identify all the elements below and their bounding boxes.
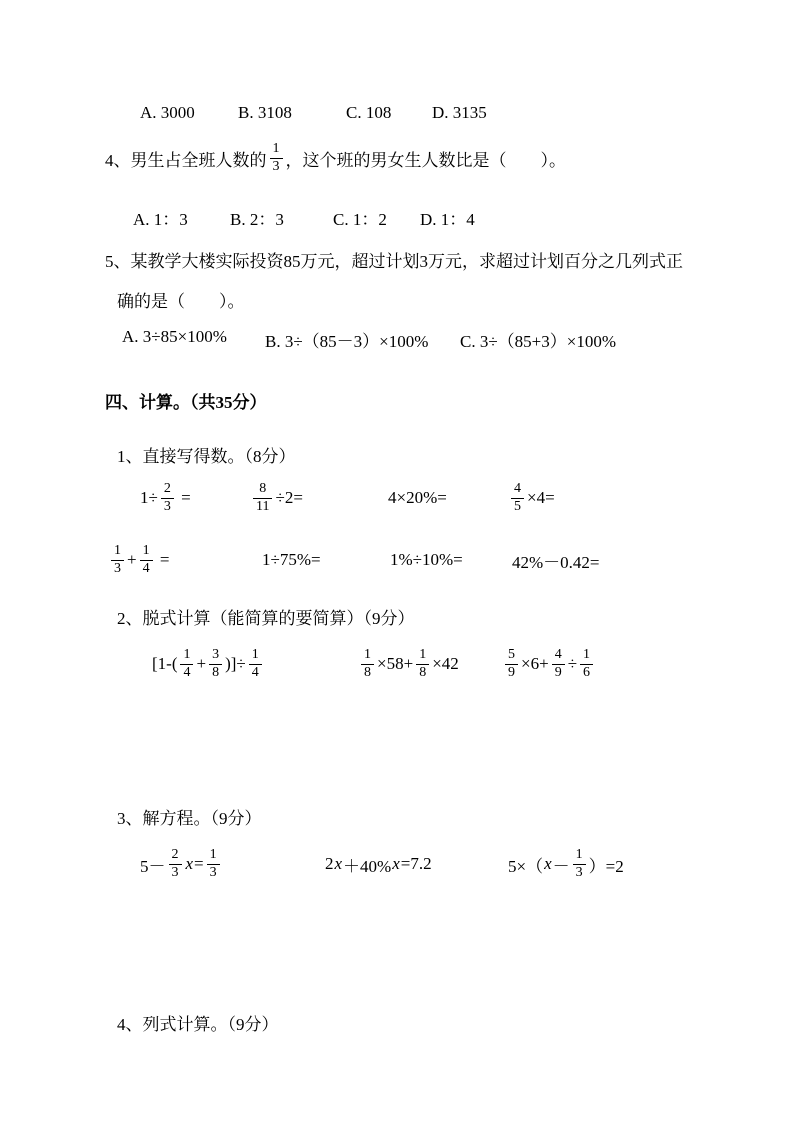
calc-item — [262, 538, 321, 582]
fraction-denominator: 9 — [505, 664, 518, 681]
fraction-2-3 — [169, 847, 182, 880]
q3-option-b: B. 3108 — [238, 103, 292, 122]
fraction-1-3 — [207, 847, 220, 880]
fraction-denominator: 8 — [361, 664, 374, 681]
fraction-denominator: 3 — [169, 864, 182, 881]
fraction-numerator: 1 — [575, 847, 583, 863]
q4-text-pre: 4、男生占全班人数的 — [105, 150, 267, 170]
calc-text: 1÷75%= — [262, 550, 321, 569]
calc-text: =7.2 — [400, 854, 432, 873]
fraction-numerator: 3 — [212, 647, 220, 663]
fraction-numerator: 1 — [142, 543, 150, 559]
variable-x: x — [185, 854, 194, 873]
fraction-1-6 — [580, 647, 593, 680]
calc-text: 1%÷10%= — [390, 550, 463, 569]
fraction-numerator: 1 — [183, 647, 191, 663]
calc-item — [390, 538, 463, 582]
q4-option-b: B. 2：3 — [230, 210, 284, 229]
calc-text: 4×20%= — [388, 488, 447, 507]
section-4-title: 四、计算。（共35分） — [105, 393, 267, 412]
expression-2 — [358, 642, 459, 686]
fraction-3-8 — [209, 647, 222, 680]
fraction-numerator: 4 — [554, 647, 562, 663]
calc-text: － — [552, 856, 570, 876]
expression-3 — [502, 642, 596, 686]
calc-text: ×58+ — [377, 654, 414, 673]
calc-text: 42%－0.42= — [512, 552, 600, 572]
fraction-1-4 — [180, 647, 193, 680]
fraction-denominator: 3 — [161, 498, 174, 515]
fraction-denominator: 4 — [180, 664, 193, 681]
fraction-numerator: 4 — [514, 481, 521, 497]
fraction-numerator: 5 — [508, 647, 515, 663]
q5-option-c: C. 3÷（85+3）×100% — [460, 332, 617, 351]
q4-option-c: C. 1：2 — [333, 210, 387, 229]
q4-text-post: ，这个班的男女生人数比是（ ）。 — [285, 150, 566, 170]
q3-option-a: A. 3000 — [140, 103, 195, 122]
calc-text: = — [176, 488, 191, 507]
variable-x: x — [544, 854, 552, 873]
calc-text: 5×（ — [508, 856, 544, 876]
calc-text: ×4= — [527, 488, 555, 507]
calc-item — [140, 476, 191, 520]
q5-text-line1: 5、某教学大楼实际投资85万元，超过计划3万元，求超过计划百分之几列式正 — [105, 252, 683, 271]
calc-text: [1-( — [152, 654, 178, 673]
calc-text: ÷ — [567, 654, 578, 673]
calc-item — [512, 538, 600, 582]
calc-text: ）=2 — [588, 856, 624, 876]
fraction-2-3 — [161, 481, 174, 514]
fraction-denominator: 4 — [249, 664, 262, 681]
fraction-4-5 — [511, 481, 524, 514]
fraction-numerator: 1 — [209, 847, 217, 863]
fraction-numerator: 1 — [583, 647, 591, 663]
fraction-numerator: 1 — [272, 141, 280, 157]
fraction-denominator: 5 — [511, 498, 524, 515]
fraction-4-9 — [552, 647, 565, 680]
fraction-denominator: 11 — [253, 498, 272, 515]
fraction-numerator: 2 — [163, 481, 171, 497]
calc-text: )]÷ — [225, 654, 246, 673]
calc-text: ＋40% — [343, 856, 392, 876]
calc-text: + — [127, 550, 137, 569]
equation-2 — [325, 842, 432, 886]
q4-option-d: D. 1：4 — [420, 210, 475, 229]
fraction-numerator: 8 — [259, 481, 267, 497]
fraction-denominator: 3 — [111, 560, 124, 577]
fraction-5-9 — [505, 647, 518, 680]
question-4-text — [105, 136, 566, 180]
variable-x: x — [392, 854, 400, 873]
fraction-denominator: 6 — [580, 664, 593, 681]
fraction-denominator: 9 — [552, 664, 565, 681]
fraction-1-3 — [270, 141, 283, 174]
calc-text: ×42 — [432, 654, 459, 673]
calc-text: 2 — [325, 854, 334, 873]
variable-x: x — [334, 854, 343, 873]
fraction-1-3 — [573, 847, 586, 880]
fraction-denominator: 3 — [270, 158, 283, 175]
fraction-1-8 — [416, 647, 429, 680]
part-4-title: 4、列式计算。（9分） — [117, 1015, 279, 1034]
equation-1 — [140, 842, 223, 886]
fraction-denominator: 3 — [207, 864, 220, 881]
part-2-title: 2、脱式计算（能简算的要简算）（9分） — [117, 609, 415, 628]
part-3-title: 3、解方程。（9分） — [117, 809, 262, 828]
fraction-1-8 — [361, 647, 374, 680]
fraction-1-3 — [111, 543, 124, 576]
fraction-denominator: 8 — [209, 664, 222, 681]
fraction-denominator: 3 — [573, 864, 586, 881]
equation-3 — [508, 842, 624, 886]
expression-1 — [152, 642, 265, 686]
fraction-numerator: 1 — [251, 647, 259, 663]
fraction-denominator: 4 — [140, 560, 153, 577]
q4-option-a: A. 1：3 — [133, 210, 188, 229]
calc-text: = — [194, 854, 204, 873]
fraction-numerator: 1 — [364, 647, 371, 663]
q5-option-b: B. 3÷（85－3）×100% — [265, 332, 429, 351]
part-1-title: 1、直接写得数。（8分） — [117, 447, 296, 466]
q5-option-a: A. 3÷85×100% — [122, 327, 227, 346]
calc-text: = — [155, 550, 170, 569]
fraction-1-4 — [140, 543, 153, 576]
fraction-numerator: 1 — [114, 543, 121, 559]
q5-text-line2: 确的是（ ）。 — [117, 292, 245, 311]
calc-item — [388, 476, 447, 520]
fraction-numerator: 2 — [171, 847, 179, 863]
q3-option-c: C. 108 — [346, 103, 392, 122]
calc-text: 1÷ — [140, 488, 158, 507]
calc-text: 5－ — [140, 856, 166, 876]
fraction-denominator: 8 — [416, 664, 429, 681]
fraction-numerator: 1 — [419, 647, 427, 663]
fraction-8-11 — [253, 481, 272, 514]
fraction-1-4 — [249, 647, 262, 680]
calc-item — [508, 476, 555, 520]
calc-item — [250, 476, 303, 520]
calc-text: ×6+ — [521, 654, 549, 673]
calc-item — [108, 538, 169, 582]
q3-option-d: D. 3135 — [432, 103, 487, 122]
calc-text: + — [196, 654, 207, 673]
calc-text: ÷2= — [275, 488, 303, 507]
